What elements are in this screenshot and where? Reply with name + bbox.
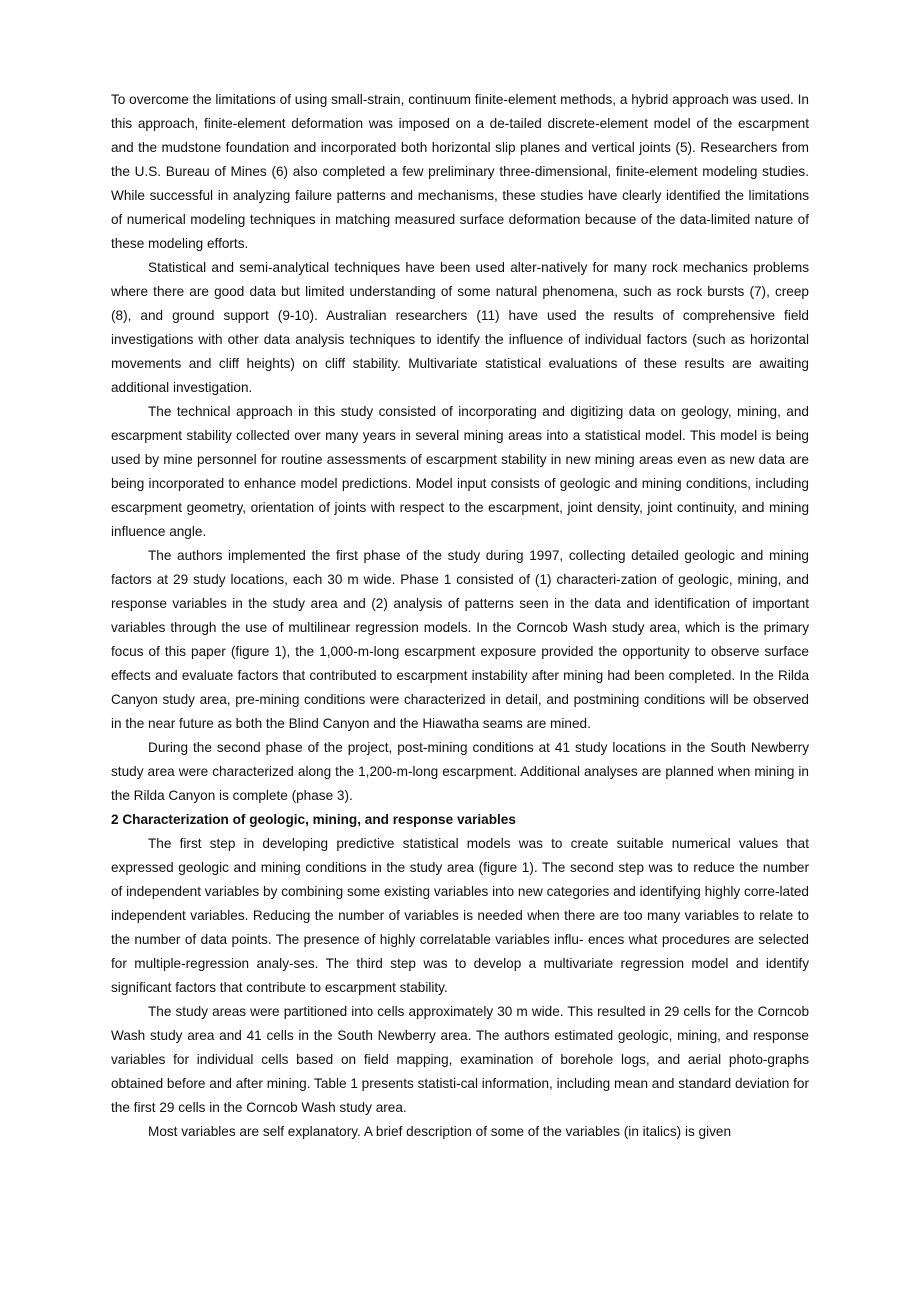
body-paragraph: Most variables are self explanatory. A brief description of some of the variables (in italics) is given xyxy=(148,1124,732,1139)
body-paragraph: The authors implemented the first phase of the study during 1997, collecting detailed geologic and mining factors at 29 study locations, each 30 m wide. Phase 1 consisted of (1) characteri-zation of geologic, mining, and response variables in the study area and (2) analysis of patterns seen in the data and identification of important variables through the use of multilinear regression models. In the Corncob Wash study area, which is the primary focus of this paper (figure 1), the 1,000-m-long escarpment exposure provided the opportunity to observe surface effects and evaluate factors that contributed to escarpment instability after mining had been completed. In the Rilda Canyon study area, pre-mining conditions were characterized in detail, and postmining conditions will be observed in the near future as both the Blind Canyon and the Hiawatha seams are mined. xyxy=(111,548,809,731)
section-heading: 2 Characterization of geologic, mining, and response variables xyxy=(111,812,516,827)
body-paragraph: The technical approach in this study consisted of incorporating and digitizing data on geology, mining, and escarpment stability collected over many years in several mining areas into a statistical model. This model is being used by mine personnel for routine assessments of escarpment stability in new mining areas even as new data are being incorporated to enhance model predictions. Model input consists of geologic and mining conditions, including escarpment geometry, orientation of joints with respect to the escarpment, joint density, joint continuity, and mining influence angle. xyxy=(111,404,809,539)
document-page xyxy=(111,88,809,1144)
body-paragraph: The first step in developing predictive statistical models was to create suitable numerical values that expressed geologic and mining conditions in the study area (figure 1). The second step was to reduce the number of independent variables by combining some existing variables into new categories and identifying highly corre-lated independent variables. Reducing the number of variables is needed when there are too many variables to relate to the number of data points. The presence of highly correlatable variables influ- ences what procedures are selected for multiple-regression analy-ses. The third step was to develop a multivariate regression model and identify significant factors that contribute to escarpment stability. xyxy=(111,836,809,995)
body-paragraph: The study areas were partitioned into cells approximately 30 m wide. This resulted in 29 cells for the Corncob Wash study area and 41 cells in the South Newberry area. The authors estimated geologic, mining, and response variables for individual cells based on field mapping, examination of borehole logs, and aerial photo-graphs obtained before and after mining. Table 1 presents statisti-cal information, including mean and standard deviation for the first 29 cells in the Corncob Wash study area. xyxy=(111,1004,809,1115)
body-paragraph: To overcome the limitations of using small-strain, continuum finite-element methods, a hybrid approach was used. In this approach, finite-element deformation was imposed on a de-tailed discrete-element model of the escarpment and the mudstone foundation and incorporated both horizontal slip planes and vertical joints (5). Researchers from the U.S. Bureau of Mines (6) also completed a few preliminary three-dimensional, finite-element modeling studies. While successful in analyzing failure patterns and mechanisms, these studies have clearly identified the limitations of numerical modeling techniques in matching measured surface deformation because of the data-limited nature of these modeling efforts. xyxy=(111,92,809,251)
body-paragraph: During the second phase of the project, post-mining conditions at 41 study locations in the South Newberry study area were characterized along the 1,200-m-long escarpment. Additional analyses are planned when mining in the Rilda Canyon is complete (phase 3). xyxy=(111,740,809,803)
body-paragraph: Statistical and semi-analytical techniques have been used alter-natively for many rock mechanics problems where there are good data but limited understanding of some natural phenomena, such as rock bursts (7), creep (8), and ground support (9-10). Australian researchers (11) have used the results of comprehensive field investigations with other data analysis techniques to identify the influence of individual factors (such as horizontal movements and cliff heights) on cliff stability. Multivariate statistical evaluations of these results are awaiting additional investigation. xyxy=(111,260,809,395)
